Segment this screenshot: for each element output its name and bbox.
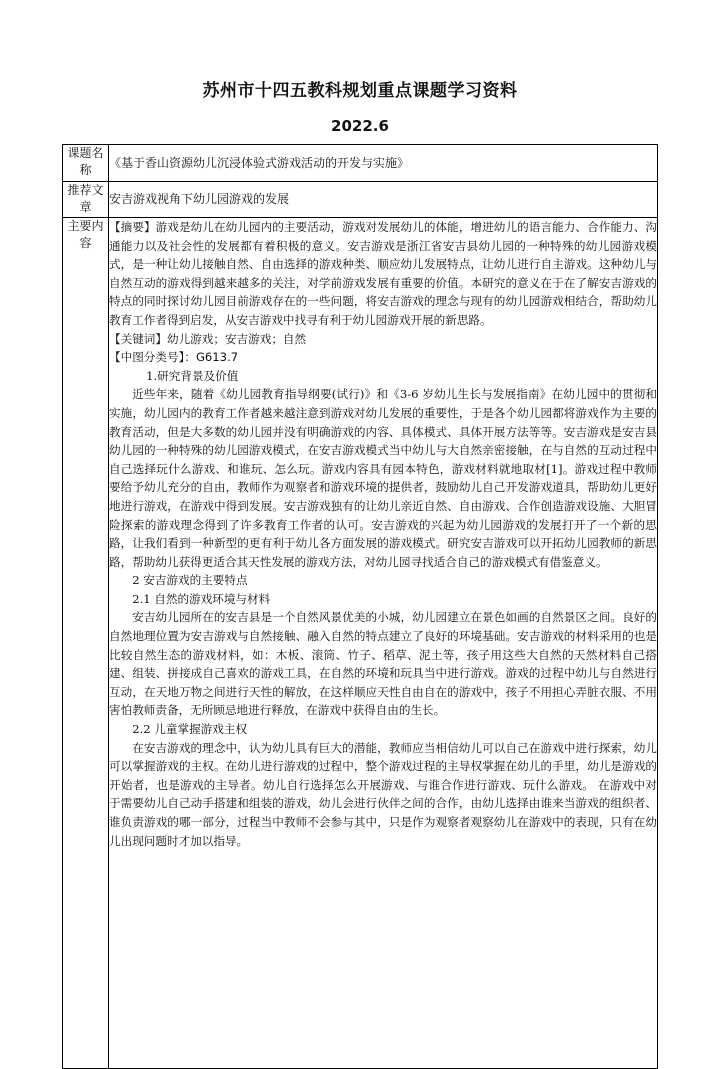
- table-row-project: [63, 145, 658, 182]
- main-content-body: [109, 218, 658, 1069]
- section-2-heading: 2 安吉游戏的主要特点: [132, 573, 248, 588]
- section-1-paragraph: 近些年来，随着《幼儿园教育指导纲要(试行)》和《3-6 岁幼儿生长与发展指南》在幼儿园中的贯彻和实施，幼儿园内的教育工作者越来越注意到游戏对幼儿发展的重要性，于是各个幼儿园都将游戏作为主要的教育活动，但是大多数的幼儿园并没有明确游戏的内容、具体模式、具体开展方法等等。安吉游戏是安吉县幼儿园的一种特殊的幼儿园游戏模式，在安吉游戏模式当中幼儿与大自然亲密接触，在与自然的互动过程中自己选择玩什么游戏、和谁玩、怎么玩。游戏内容具有园本特色，游戏材料就地取材[1]。游戏过程中教师要给予幼儿充分的自由，教师作为观察者和游戏环境的提供者，鼓励幼儿自己开发游戏道具，帮助幼儿更好地进行游戏，在游戏中得到发展。安吉游戏独有的让幼儿亲近自然、自由游戏、合作创造游戏设施、大胆冒险探索的游戏理念得到了许多教育工作者的认可。安吉游戏的兴起为幼儿园游戏的发展打开了一个新的思路，让我们看到一种新型的更有利于幼儿各方面发展的游戏模式。研究安吉游戏可以开拓幼儿园教师的新思路，帮助幼儿获得更适合其天性发展的游戏方法，对幼儿园寻找适合自己的游戏模式有借鉴意义。: [109, 387, 657, 569]
- section-2-2-paragraph: 在安吉游戏的理念中，认为幼儿具有巨大的潜能，教师应当相信幼儿可以自己在游戏中进行探索，幼儿可以掌握游戏的主权。在幼儿进行游戏的过程中，整个游戏过程的主导权掌握在幼儿的手里，幼儿是游戏的开始者，也是游戏的主导者。幼儿自行选择怎么开展游戏、与谁合作进行游戏、玩什么游戏。 在游戏中对于需要幼儿自己动手搭建和组装的游戏，幼儿会进行伙伴之间的合作，由幼儿选择由谁来当游戏的组织者、谁负责游戏的哪一部分，过程当中教师不会参与其中，只是作为观察者观察幼儿在游戏中的表现，只有在幼儿出现问题时才加以指导。: [109, 740, 657, 848]
- document-date: 2022.6: [331, 117, 389, 135]
- section-1-heading: 1.研究背景及价值: [146, 368, 239, 383]
- abstract-paragraph: 【摘要】游戏是幼儿在幼儿园内的主要活动，游戏对发展幼儿的体能，增进幼儿的语言能力、合作能力、沟通能力以及社会性的发展都有着积极的意义。安吉游戏是浙江省安吉县幼儿园的一种特殊的幼儿园游戏模式，是一种让幼儿接触自然、自由选择的游戏种类、顺应幼儿发展特点，让幼儿进行自主游戏。这种幼儿与自然互动的游戏得到越来越多的关注，对学前游戏发展有重要的价值。本研究的意义在于在了解安吉游戏的特点的同时探讨幼儿园目前游戏存在的一些问题，将安吉游戏的理念与现有的幼儿园游戏相结合，帮助幼儿教育工作者得到启发，从安吉游戏中找寻有利于幼儿园游戏开展的新思路。: [109, 220, 657, 327]
- section-2-1-paragraph: 安吉幼儿园所在的安吉县是一个自然风景优美的小城，幼儿园建立在景色如画的自然景区之间。良好的自然地理位置为安吉游戏与自然接触、融入自然的特点建立了良好的环境基础。安吉游戏的材料采用的也是比较自然生态的游戏材料，如：木板、滚筒、竹子、稻草、泥土等，孩子用这些大自然的天然材料自己搭建、组装、拼接成自己喜欢的游戏工具，在自然的环境和玩具当中进行游戏。游戏的过程中幼儿与自然进行互动，在天地万物之间进行天性的解放，在这样顺应天性自由自在的游戏中，孩子不用担心弄脏衣服、不用害怕教师责备，无所顾忌地进行释放，在游戏中获得自由的生长。: [109, 610, 657, 718]
- section-2-2-heading: 2.2 儿童掌握游戏主权: [132, 722, 248, 737]
- recommended-article-label: 推荐文章: [63, 182, 109, 218]
- document-title: 苏州市十四五教科规划重点课题学习资料: [202, 81, 518, 101]
- project-name-value: 《基于香山资源幼儿沉浸体验式游戏活动的开发与实施》: [109, 145, 658, 182]
- keywords-line: 【关键词】幼儿游戏；安吉游戏；自然: [109, 331, 307, 346]
- classification-line: 【中图分类号】：G613.7: [109, 350, 239, 365]
- section-2-1-heading: 2.1 自然的游戏环境与材料: [132, 591, 271, 606]
- recommended-article-value: 安吉游戏视角下幼儿园游戏的发展: [109, 182, 658, 218]
- table-row-content: [63, 218, 658, 1069]
- study-material-table: [62, 144, 658, 1069]
- table-row-article: [63, 182, 658, 218]
- project-name-label: 课题名称: [63, 145, 109, 182]
- main-content-label: 主要内容: [63, 218, 109, 1069]
